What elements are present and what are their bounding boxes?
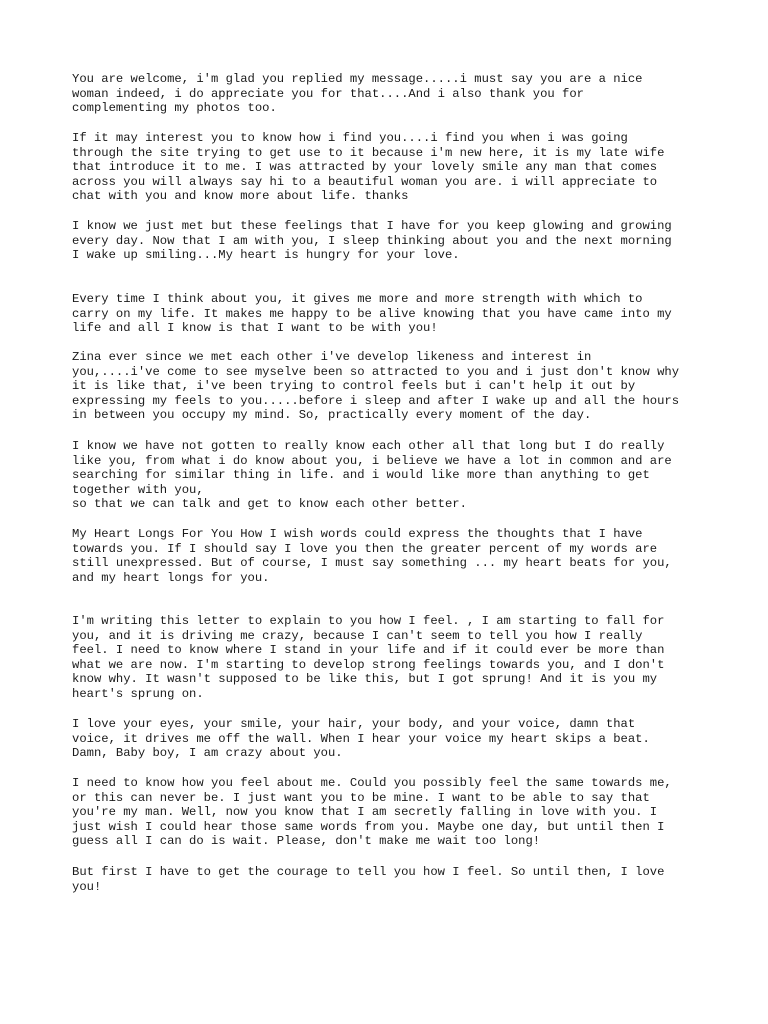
paragraph-courage: But first I have to get the courage to tell you how I feel. So until then, I love you! <box>72 865 665 894</box>
paragraph-know-each-other: I know we have not gotten to really know each other all that long but I do really like you, from what i do know about you, i believe we have a lot in common and are searching for similar thing in life. and i would like more than anything to get together with you, so that we can talk and get to know each other better. <box>72 439 672 512</box>
paragraph-letter: I'm writing this letter to explain to you how I feel. , I am starting to fall for you, and it is driving me crazy, because I can't seem to tell you how I really feel. I need to know where I stand in your life and if it could ever be more than what we are now. I'm starting to develop strong feelings towards you, and I don't know why. It wasn't supposed to be like this, but I got sprung! And it is you my heart's sprung on. <box>72 614 665 701</box>
paragraph-love-your-eyes: I love your eyes, your smile, your hair, your body, and your voice, damn that voice, it drives me off the wall. When I hear your voice my heart skips a beat. Damn, Baby boy, I am crazy about you. <box>72 717 650 761</box>
paragraph-welcome: You are welcome, i'm glad you replied my message.....i must say you are a nice woman indeed, i do appreciate you for that....And i also thank you for complementing my photos too. <box>72 72 643 116</box>
paragraph-zina: Zina ever since we met each other i've develop likeness and interest in you,....i've come to see myselve been so attracted to you and i just don't know why it is like that, i've been trying to control feels but i can't help it out by expressing my feels to you.....before i sleep and after I wake up and all the hours in between you occupy my mind. So, practically every moment of the day. <box>72 350 680 423</box>
paragraph-every-time: Every time I think about you, it gives me more and more strength with which to carry on my life. It makes me happy to be alive knowing that you have came into my life and all I know is that I want to be with you! <box>72 292 672 336</box>
paragraph-feelings: I know we just met but these feelings that I have for you keep glowing and growing every day. Now that I am with you, I sleep thinking about you and the next morning I wake up smiling...My heart is hungry for your love. <box>72 219 672 263</box>
paragraph-need-to-know: I need to know how you feel about me. Could you possibly feel the same towards me, or this can never be. I just want you to be mine. I want to be able to say that you're my man. Well, now you know that I am secretly falling in love with you. I just wish I could hear those same words from you. Maybe one day, but until then I guess all I can do is wait. Please, don't make me wait too long! <box>72 776 672 849</box>
paragraph-heart-longs: My Heart Longs For You How I wish words could express the thoughts that I have towards you. If I should say I love you then the greater percent of my words are still unexpressed. But of course, I must say something ... my heart beats for you, and my heart longs for you. <box>72 527 672 585</box>
paragraph-how-i-find-you: If it may interest you to know how i find you....i find you when i was going through the site trying to get use to it because i'm new here, it is my late wife that introduce it to me. I was attracted by your lovely smile any man that comes across you will always say hi to a beautiful woman you are. i will appreciate to chat with you and know more about life. thanks <box>72 131 665 204</box>
